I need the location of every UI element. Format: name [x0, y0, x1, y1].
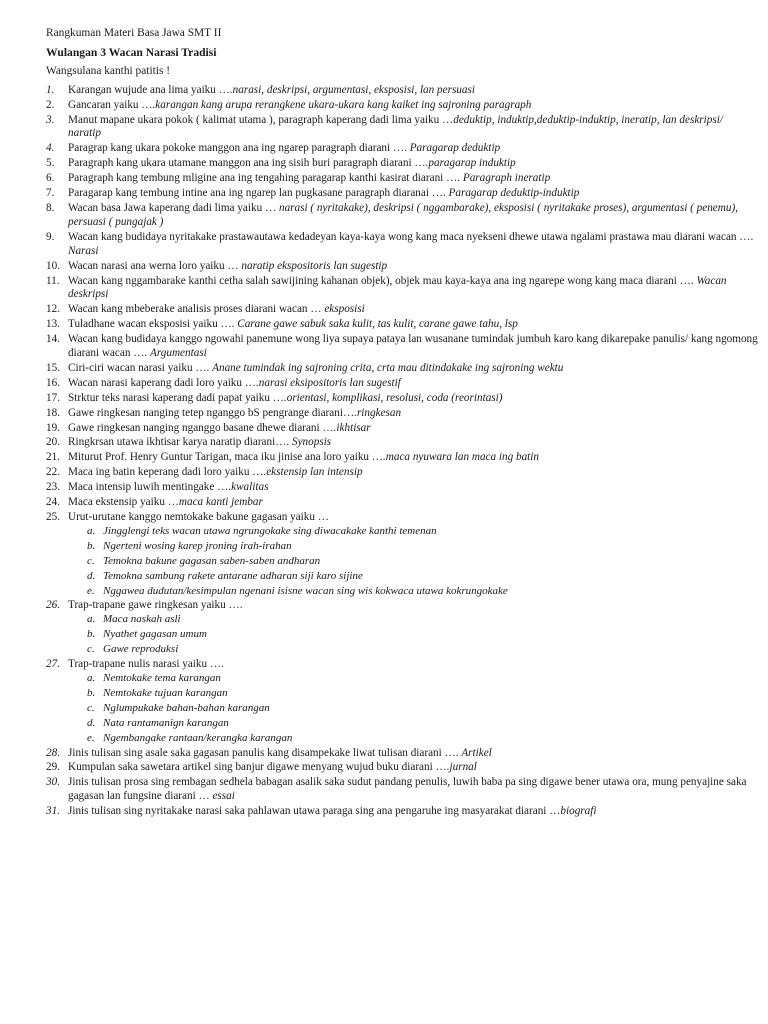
question-number: 1.	[46, 83, 55, 96]
sub-answer-text: Nggawea dudutan/kesimpulan ngenani isisne wacan sing wis kokwaca utawa kokrungokake	[103, 584, 508, 597]
question-text: Maca intensip luwih mentingake …	[68, 481, 229, 494]
question-number: 21.	[46, 451, 60, 464]
question-item	[46, 747, 758, 761]
question-text: Ringkrsan utawa ikhtisar karya naratip diarani….	[68, 436, 292, 449]
question-text: Kumpulan saka sawetara artikel sing banjur digawe menyang wujud buku diarani …	[68, 761, 447, 774]
sub-answer-text: Ngembangake rantaan/kerangka karangan	[103, 731, 293, 744]
question-item	[46, 481, 758, 495]
answer-text: .ikhtisar	[333, 421, 371, 434]
question-number: 3.	[46, 113, 55, 126]
sub-answer-item	[68, 555, 758, 569]
lesson-heading: Wulangan 3 Wacan Narasi Tradisi	[46, 45, 217, 59]
question-item	[46, 805, 758, 819]
question-text: Miturut Prof. Henry Guntur Tarigan, maca iku jinise ana loro yaiku …	[68, 451, 383, 464]
question-text: Maca ing batin keperang dadi loro yaiku …	[68, 466, 264, 479]
sub-answer-letter: a.	[87, 613, 96, 626]
sub-answer-text: Gawe reproduksi	[103, 643, 179, 656]
question-item	[46, 776, 758, 804]
question-number: 13.	[46, 318, 60, 331]
sub-answer-letter: c.	[87, 701, 95, 714]
question-number: 12.	[46, 303, 60, 316]
question-number: 10.	[46, 259, 60, 272]
answer-text: Paragarap deduktip	[409, 142, 501, 155]
question-text: Tuladhane wacan eksposisi yaiku ….	[68, 318, 238, 331]
question-number: 31.	[46, 805, 60, 818]
sub-answer-list	[68, 613, 758, 657]
answer-text: .orientasi, komplikasi, resolusi, coda (reorintasi)	[283, 391, 503, 404]
answer-text: deduktip, induktip,deduktip-induktip, ineratip, lan deskripsi/ naratip	[68, 113, 723, 140]
answer-text: Carane gawe sabuk saka kulit, tas kulit, carane gawe tahu, lsp	[237, 318, 518, 331]
question-number: 22.	[46, 466, 60, 479]
instruction-text: Wangsulana kanthi patitis !	[46, 64, 171, 77]
question-number: 27.	[46, 658, 60, 671]
question-number: 4.	[46, 142, 55, 155]
question-text: Paragraph kang ukara utamane manggon ana ing sisih buri paragraph diarani …	[68, 157, 426, 170]
question-number: 26.	[46, 599, 60, 612]
answer-text: naratip ekspositoris lan sugestip	[241, 259, 388, 272]
sub-answer-item	[68, 570, 758, 584]
question-item	[46, 761, 758, 775]
question-text: Wacan narasi ana werna loro yaiku …	[68, 259, 242, 272]
sub-answer-item	[68, 687, 758, 701]
answer-text: Synopsis	[292, 436, 332, 449]
sub-answer-item	[68, 525, 758, 539]
question-item	[46, 187, 758, 201]
sub-answer-letter: e.	[87, 584, 95, 597]
question-text: Wacan kang mbeberake analisis proses diarani wacan …	[68, 303, 325, 316]
question-item	[46, 392, 758, 406]
sub-answer-letter: d.	[87, 569, 96, 582]
question-number: 18.	[46, 406, 60, 419]
question-item	[46, 114, 758, 142]
question-item	[46, 275, 758, 303]
question-item	[46, 202, 758, 230]
sub-answer-item	[68, 702, 758, 716]
question-item	[46, 436, 758, 450]
sub-answer-letter: b.	[87, 539, 96, 552]
sub-answer-letter: d.	[87, 716, 96, 729]
question-number: 9.	[46, 230, 55, 243]
question-text: Gawe ringkesan nanging tetep nganggo bS pengrange diarani…	[68, 406, 355, 419]
question-item	[46, 466, 758, 480]
answer-text: Anane tumindak ing sajroning crita, crta mau ditindakake ing sajroning wektu	[212, 361, 564, 374]
sub-answer-item	[68, 613, 758, 627]
question-item	[46, 658, 758, 745]
sub-answer-item	[68, 540, 758, 554]
question-number: 25.	[46, 511, 60, 523]
sub-answer-letter: a.	[87, 524, 96, 537]
question-item	[46, 99, 758, 113]
document-title: Rangkuman Materi Basa Jawa SMT II	[46, 27, 222, 39]
question-number: 20.	[46, 436, 60, 449]
question-item	[46, 333, 758, 361]
question-item	[46, 451, 758, 465]
question-number: 5.	[46, 157, 55, 170]
sub-answer-letter: b.	[87, 686, 96, 699]
question-item	[46, 172, 758, 186]
question-item	[46, 407, 758, 421]
sub-answer-item	[68, 628, 758, 642]
answer-text: maca kanti jembar	[178, 496, 263, 509]
question-item	[46, 362, 758, 376]
answer-text: Paragraph ineratip	[462, 172, 551, 185]
document-body	[46, 27, 758, 820]
question-item	[46, 231, 758, 259]
sub-answer-item	[68, 732, 758, 746]
question-text: Paragrap kang ukara pokoke manggon ana ing ngarep paragraph diarani ….	[68, 142, 410, 155]
question-text: Wacan kang budidaya nyritakake prastawautawa kedadeyan kaya-kaya wong kang maca nyekseni dhewe utawa ngalami prastawa mau diarani wacan ….	[68, 230, 754, 243]
sub-answer-text: Nemtokake tujuan karangan	[103, 686, 228, 699]
question-text: Jinis tulisan sing nyritakake narasi saka pahlawan utawa paraga sing ana pengaruhe ing masyarakat diarani …	[68, 805, 561, 818]
sub-answer-letter: e.	[87, 731, 95, 744]
question-text: Urut-urutane kanggo nemtokake bakune gagasan yaiku …	[68, 511, 329, 523]
question-item	[46, 318, 758, 332]
question-number: 23.	[46, 481, 60, 494]
question-number: 6.	[46, 172, 55, 185]
question-text: Trap-trapane nulis narasi yaiku ….	[68, 658, 224, 671]
answer-text: .paragarap induktip	[425, 157, 516, 170]
answer-text: Paragarap deduktip-induktip	[448, 187, 580, 200]
answer-text: .narasi, deskripsi, argumentasi, eksposisi, lan persuasi	[229, 83, 475, 96]
sub-answer-item	[68, 643, 758, 657]
question-item	[46, 511, 758, 598]
answer-text: .jurnal	[446, 761, 477, 774]
question-item	[46, 157, 758, 171]
question-number: 11.	[46, 274, 60, 287]
question-text: Strktur teks narasi kaperang dadi papat yaiku …	[68, 391, 284, 404]
sub-answer-text: Jingglengi teks wacan utawa ngrungokake sing diwacakake kanthi temenan	[103, 524, 437, 537]
answer-text: .maca nyuwara lan maca ing batin	[383, 451, 539, 464]
sub-answer-text: Nyathet gagasan umum	[103, 628, 207, 641]
question-number: 24.	[46, 496, 60, 509]
question-number: 2.	[46, 98, 55, 111]
question-number: 15.	[46, 361, 60, 374]
answer-text: .ekstensip lan intensip	[263, 466, 363, 479]
answer-text: Argumentasi	[150, 347, 207, 360]
question-text: Jinis tulisan prosa sing rembagan sedhela babagan asalik saka sudut pandang penulis, luwih baba pa sing digawe bener utawa ora, mung penyajine saka gagasan lan fungsine diarani …	[68, 776, 747, 803]
question-number: 7.	[46, 187, 55, 200]
sub-answer-text: Nglumpukake bahan-bahan karangan	[103, 701, 270, 714]
question-text: Ciri-ciri wacan narasi yaiku ….	[68, 361, 213, 374]
question-item	[46, 260, 758, 274]
question-number: 28.	[46, 746, 60, 759]
answer-text: essai	[212, 790, 235, 803]
answer-text: Artikel	[461, 746, 492, 759]
sub-answer-letter: c.	[87, 554, 95, 567]
sub-answer-item	[68, 672, 758, 686]
question-number: 16.	[46, 376, 60, 389]
question-text: Jinis tulisan sing asale saka gagasan panulis kang disampekake liwat tulisan diarani ….	[68, 746, 462, 759]
answer-text: .ringkesan	[354, 406, 402, 419]
question-item	[46, 377, 758, 391]
answer-text: .karangan kang arupa rerangkene ukara-ukara kang kaiket ing sajroning paragraph	[152, 98, 532, 111]
sub-answer-letter: b.	[87, 628, 96, 641]
answer-text: narasi ( nyritakake), deskripsi ( nggambarake), eksposisi ( nyritakake proses), argumentasi ( penemu), persuasi ( pungajak )	[68, 201, 738, 228]
answer-text: Wacan deskripsi	[68, 274, 727, 301]
answer-text: biografi	[560, 805, 597, 818]
question-text: Wacan basa Jawa kaperang dadi lima yaiku …	[68, 201, 279, 214]
question-item	[46, 84, 758, 98]
sub-answer-list	[68, 525, 758, 599]
sub-answer-text: Temokna sambung rakete antarane adharan siji karo sijine	[103, 569, 363, 582]
answer-text: Narasi	[68, 244, 99, 257]
question-item	[46, 142, 758, 156]
answer-text: eksposisi	[324, 303, 365, 316]
sub-answer-letter: c.	[87, 643, 95, 656]
question-number: 19.	[46, 421, 60, 434]
question-number: 30.	[46, 776, 60, 789]
question-text: Maca ekstensip yaiku …	[68, 496, 179, 509]
sub-answer-list	[68, 672, 758, 746]
sub-answer-item	[68, 585, 758, 599]
sub-answer-letter: a.	[87, 671, 96, 684]
sub-answer-text: Nemtokake tema karangan	[103, 671, 221, 684]
question-item	[46, 496, 758, 510]
question-text: Gancaran yaiku …	[68, 98, 153, 111]
question-number: 17.	[46, 391, 60, 404]
question-item	[46, 303, 758, 317]
question-number: 29.	[46, 761, 60, 774]
question-item	[46, 422, 758, 436]
question-text: Paragraph kang tembung mligine ana ing tengahing paragarap kanthi kasirat diarani ….	[68, 172, 463, 185]
question-number: 14.	[46, 333, 60, 346]
question-number: 8.	[46, 201, 55, 214]
answer-text: .narasi eksipositoris lan sugestif	[255, 376, 401, 389]
question-text: Wacan kang budidaya kanggo ngowahi panemune wong liya supaya pataya lan wusanane tumindak jumbuh karo kang dikarepake panulis/ kang ngomong diarani wacan ….	[68, 333, 758, 360]
question-text: Paragarap kang tembung intine ana ing ngarep lan pugkasane paragraph diaranai ….	[68, 187, 449, 200]
question-text: Wacan narasi kaperang dadi loro yaiku …	[68, 376, 256, 389]
question-text: Manut mapane ukara pokok ( kalimat utama ), paragraph kaperang dadi lima yaiku …	[68, 113, 454, 126]
question-list	[46, 84, 758, 819]
question-text: Wacan kang nggambarake kanthi cetha salah sawijining kahanan objek), objek mau kaya-kaya ana ing ngarepe wong kang maca diarani ….	[68, 274, 697, 287]
sub-answer-text: Temokna bakune gagasan saben-saben andharan	[103, 554, 321, 567]
sub-answer-item	[68, 717, 758, 731]
sub-answer-text: Nata rantamanign karangan	[103, 716, 229, 729]
question-text: Karangan wujude ana lima yaiku …	[68, 83, 230, 96]
question-text: Trap-trapane gawe ringkesan yaiku ….	[68, 599, 243, 612]
question-text: Gawe ringkesan nanging nganggo basane dhewe diarani …	[68, 421, 334, 434]
answer-text: .kwalitas	[228, 481, 269, 494]
question-item	[46, 599, 758, 657]
sub-answer-text: Maca naskah asli	[103, 613, 181, 626]
sub-answer-text: Ngerteni wosing karep jroning irah-irahan	[103, 539, 292, 552]
